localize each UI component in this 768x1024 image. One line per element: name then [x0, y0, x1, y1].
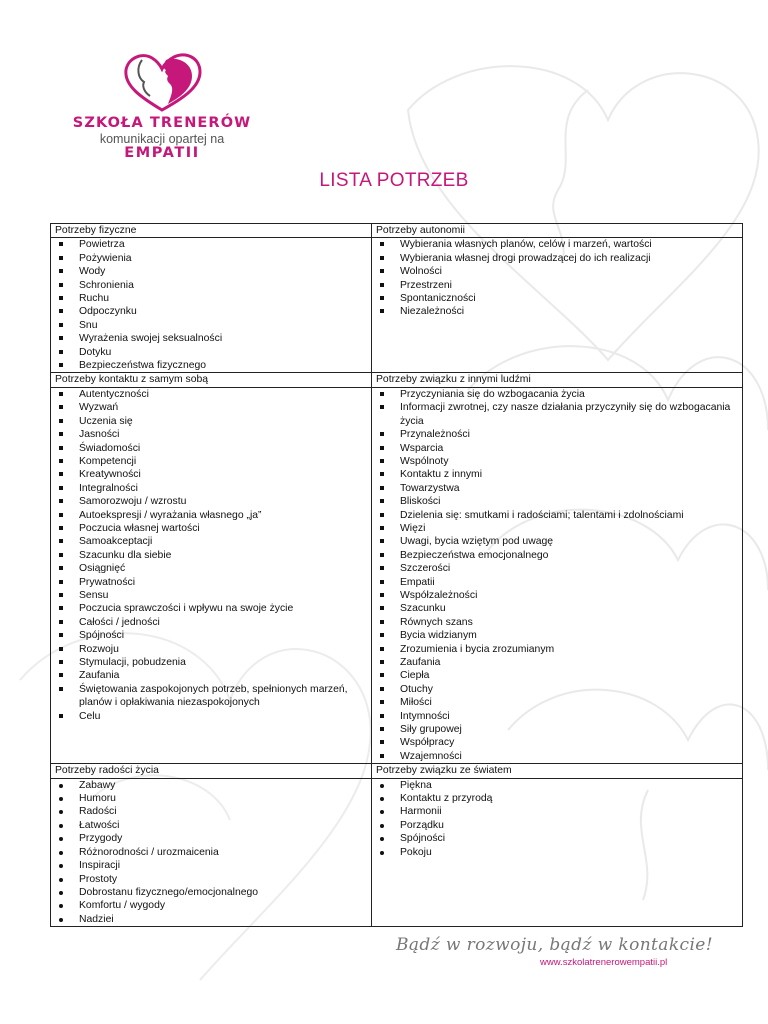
- need-item: Świętowania zaspokojonych potrzeb, spełnionych marzeń, planów i opłakiwania niezaspokojonych: [55, 683, 367, 710]
- need-item: Zabawy: [55, 779, 367, 792]
- need-item: Współpracy: [376, 736, 738, 749]
- table-row: [51, 778, 743, 926]
- need-item: Zrozumienia i bycia zrozumianym: [376, 643, 738, 656]
- needs-list: [376, 388, 738, 763]
- need-item: Samorozwoju / wzrostu: [55, 495, 367, 508]
- need-item: Prostoty: [55, 873, 367, 886]
- needs-table: [50, 223, 743, 927]
- need-item: Humoru: [55, 792, 367, 805]
- need-item: Więzi: [376, 522, 738, 535]
- section-list-cell: [51, 778, 372, 926]
- need-item: Zaufania: [55, 669, 367, 682]
- need-item: Rozwoju: [55, 643, 367, 656]
- table-row: [51, 238, 743, 373]
- heart-face-logo-icon: [122, 52, 202, 114]
- need-item: Wybierania własnych planów, celów i marzeń, wartości: [376, 238, 738, 251]
- need-item: Ciepła: [376, 669, 738, 682]
- need-item: Kontaktu z przyrodą: [376, 792, 738, 805]
- need-item: Zaufania: [376, 656, 738, 669]
- logo-line-1: SZKOŁA TRENERÓW: [72, 115, 252, 131]
- table-row: [51, 373, 743, 387]
- need-item: Bliskości: [376, 495, 738, 508]
- section-header-swiatem: Potrzeby związku ze światem: [372, 764, 743, 778]
- section-header-autonomii: Potrzeby autonomii: [372, 224, 743, 238]
- section-list-cell: [372, 238, 743, 373]
- need-item: Różnorodności / urozmaicenia: [55, 846, 367, 859]
- need-item: Snu: [55, 319, 367, 332]
- need-item: Dzielenia się: smutkami i radościami; talentami i zdolnościami: [376, 509, 738, 522]
- need-item: Porządku: [376, 819, 738, 832]
- need-item: Siły grupowej: [376, 723, 738, 736]
- need-item: Intymności: [376, 710, 738, 723]
- need-item: Wody: [55, 265, 367, 278]
- needs-list: [55, 238, 367, 372]
- table-row: [51, 764, 743, 778]
- need-item: Empatii: [376, 576, 738, 589]
- footer-website-link[interactable]: www.szkolatrenerowempatii.pl: [540, 957, 668, 968]
- section-list-cell: [51, 387, 372, 763]
- need-item: Szacunku dla siebie: [55, 549, 367, 562]
- need-item: Łatwości: [55, 819, 367, 832]
- need-item: Prywatności: [55, 576, 367, 589]
- need-item: Świadomości: [55, 442, 367, 455]
- need-item: Dotyku: [55, 346, 367, 359]
- need-item: Wyrażenia swojej seksualności: [55, 332, 367, 345]
- need-item: Harmonii: [376, 805, 738, 818]
- need-item: Powietrza: [55, 238, 367, 251]
- need-item: Wsparcia: [376, 442, 738, 455]
- needs-list: [376, 779, 738, 859]
- need-item: Kompetencji: [55, 455, 367, 468]
- need-item: Przyczyniania się do wzbogacania życia: [376, 388, 738, 401]
- need-item: Szczerości: [376, 562, 738, 575]
- need-item: Przestrzeni: [376, 279, 738, 292]
- need-item: Szacunku: [376, 602, 738, 615]
- need-item: Dobrostanu fizycznego/emocjonalnego: [55, 886, 367, 899]
- section-header-kontaktu: Potrzeby kontaktu z samym sobą: [51, 373, 372, 387]
- need-item: Pokoju: [376, 846, 738, 859]
- need-item: Pożywienia: [55, 252, 367, 265]
- need-item: Osiągnięć: [55, 562, 367, 575]
- need-item: Całości / jedności: [55, 616, 367, 629]
- need-item: Wspólnoty: [376, 455, 738, 468]
- section-list-cell: [51, 238, 372, 373]
- need-item: Otuchy: [376, 683, 738, 696]
- need-item: Odpoczynku: [55, 305, 367, 318]
- need-item: Poczucia własnej wartości: [55, 522, 367, 535]
- need-item: Wolności: [376, 265, 738, 278]
- need-item: Kreatywności: [55, 468, 367, 481]
- need-item: Stymulacji, pobudzenia: [55, 656, 367, 669]
- need-item: Spójności: [376, 832, 738, 845]
- need-item: Celu: [55, 710, 367, 723]
- need-item: Samoakceptacji: [55, 535, 367, 548]
- needs-list: [376, 238, 738, 318]
- needs-list: [55, 388, 367, 723]
- need-item: Schronienia: [55, 279, 367, 292]
- needs-list: [55, 779, 367, 926]
- need-item: Poczucia sprawczości i wpływu na swoje życie: [55, 602, 367, 615]
- need-item: Współzależności: [376, 589, 738, 602]
- section-header-zwiazku: Potrzeby związku z innymi ludźmi: [372, 373, 743, 387]
- section-header-radosci: Potrzeby radości życia: [51, 764, 372, 778]
- need-item: Uczenia się: [55, 415, 367, 428]
- section-list-cell: [372, 387, 743, 763]
- need-item: Sensu: [55, 589, 367, 602]
- logo-line-3: EMPATII: [124, 145, 200, 161]
- need-item: Informacji zwrotnej, czy nasze działania przyczyniły się do wzbogacania życia: [376, 401, 738, 428]
- need-item: Towarzystwa: [376, 482, 738, 495]
- need-item: Spontaniczności: [376, 292, 738, 305]
- need-item: Wyzwań: [55, 401, 367, 414]
- section-header-fizyczne: Potrzeby fizyczne: [51, 224, 372, 238]
- need-item: Autentyczności: [55, 388, 367, 401]
- table-row: [51, 387, 743, 763]
- need-item: Komfortu / wygody: [55, 899, 367, 912]
- need-item: Kontaktu z innymi: [376, 468, 738, 481]
- need-item: Nadziei: [55, 913, 367, 926]
- section-list-cell: [372, 778, 743, 926]
- need-item: Uwagi, bycia wziętym pod uwagę: [376, 535, 738, 548]
- page-title: LISTA POTRZEB: [319, 170, 469, 191]
- need-item: Spójności: [55, 629, 367, 642]
- need-item: Integralności: [55, 482, 367, 495]
- need-item: Bycia widzianym: [376, 629, 738, 642]
- need-item: Radości: [55, 805, 367, 818]
- need-item: Przygody: [55, 832, 367, 845]
- need-item: Przynależności: [376, 428, 738, 441]
- need-item: Wzajemności: [376, 750, 738, 763]
- need-item: Niezależności: [376, 305, 738, 318]
- need-item: Autoekspresji / wyrażania własnego „ja”: [55, 509, 367, 522]
- school-logo: [72, 52, 252, 162]
- need-item: Piękna: [376, 779, 738, 792]
- table-row: [51, 224, 743, 238]
- need-item: Ruchu: [55, 292, 367, 305]
- footer-slogan: Bądź w rozwoju, bądź w kontakcie!: [396, 935, 713, 955]
- need-item: Równych szans: [376, 616, 738, 629]
- need-item: Inspiracji: [55, 859, 367, 872]
- need-item: Bezpieczeństwa fizycznego: [55, 359, 367, 372]
- need-item: Wybierania własnej drogi prowadzącej do ich realizacji: [376, 252, 738, 265]
- need-item: Bezpieczeństwa emocjonalnego: [376, 549, 738, 562]
- need-item: Jasności: [55, 428, 367, 441]
- logo-line-2: komunikacji opartej na: [99, 132, 225, 146]
- need-item: Miłości: [376, 696, 738, 709]
